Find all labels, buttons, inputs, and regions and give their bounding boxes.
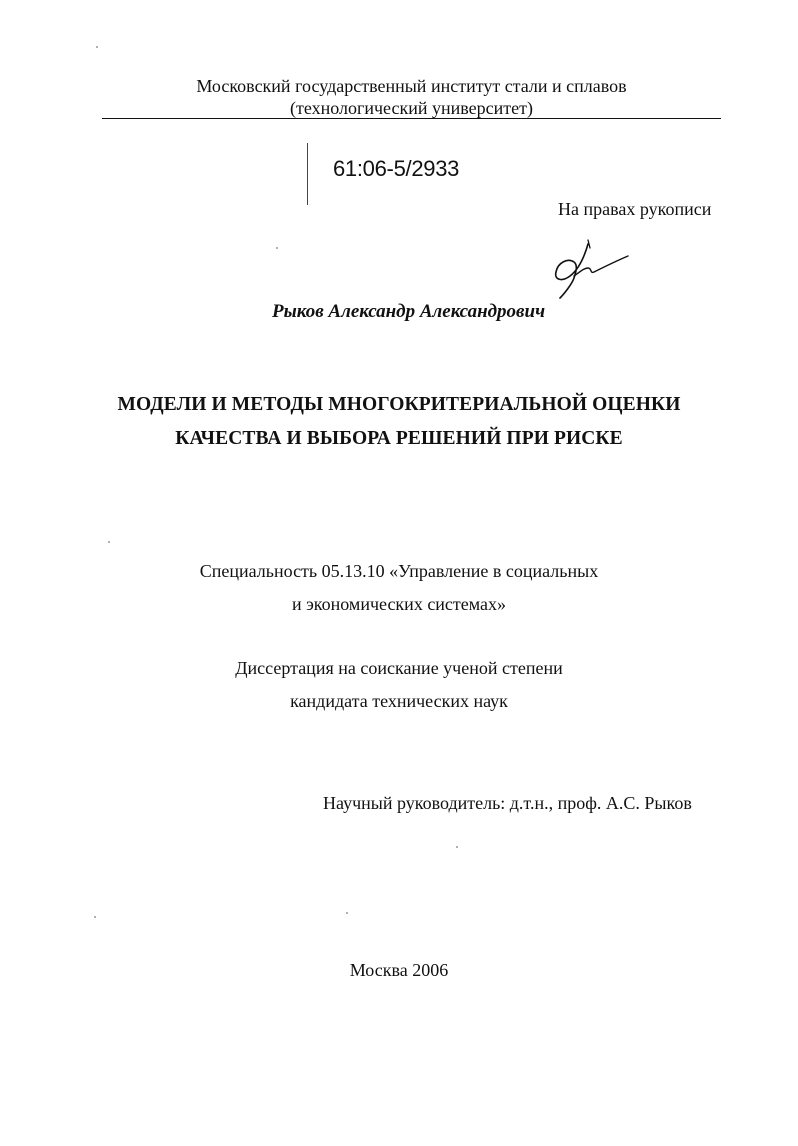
scan-speck: [346, 912, 348, 914]
catalog-number: 61:06-5/2933: [333, 156, 460, 181]
scan-speck: [94, 916, 96, 918]
institute-subtitle: (технологический университет): [290, 98, 533, 118]
author-name: Рыков Александр Александрович: [272, 301, 546, 322]
dissertation-line-1: Диссертация на соискание ученой степени: [235, 658, 563, 678]
header-divider: [102, 118, 721, 119]
catalog-stamp-bar: [307, 143, 308, 205]
institute-header: [102, 75, 721, 119]
thesis-title-line-2: КАЧЕСТВА И ВЫБОРА РЕШЕНИЙ ПРИ РИСКЕ: [175, 428, 623, 449]
thesis-title-line-1: МОДЕЛИ И МЕТОДЫ МНОГОКРИТЕРИАЛЬНОЙ ОЦЕНКИ: [117, 394, 681, 415]
specialty-line-1: Специальность 05.13.10 «Управление в социальных: [199, 561, 599, 581]
signature-icon: [548, 236, 632, 302]
specialty-line-2: и экономических системах»: [291, 594, 507, 614]
institute-name: Московский государственный институт стали и сплавов: [196, 76, 627, 96]
scan-speck: [108, 541, 110, 543]
rights-note: На правах рукописи: [558, 199, 712, 219]
city-year: Москва 2006: [349, 960, 449, 980]
scan-speck: [276, 247, 278, 249]
scientific-advisor: Научный руководитель: д.т.н., проф. А.С. Рыков: [323, 793, 692, 813]
scan-speck: [456, 846, 458, 848]
scan-speck: [96, 46, 98, 48]
dissertation-line-2: кандидата технических наук: [290, 691, 508, 711]
